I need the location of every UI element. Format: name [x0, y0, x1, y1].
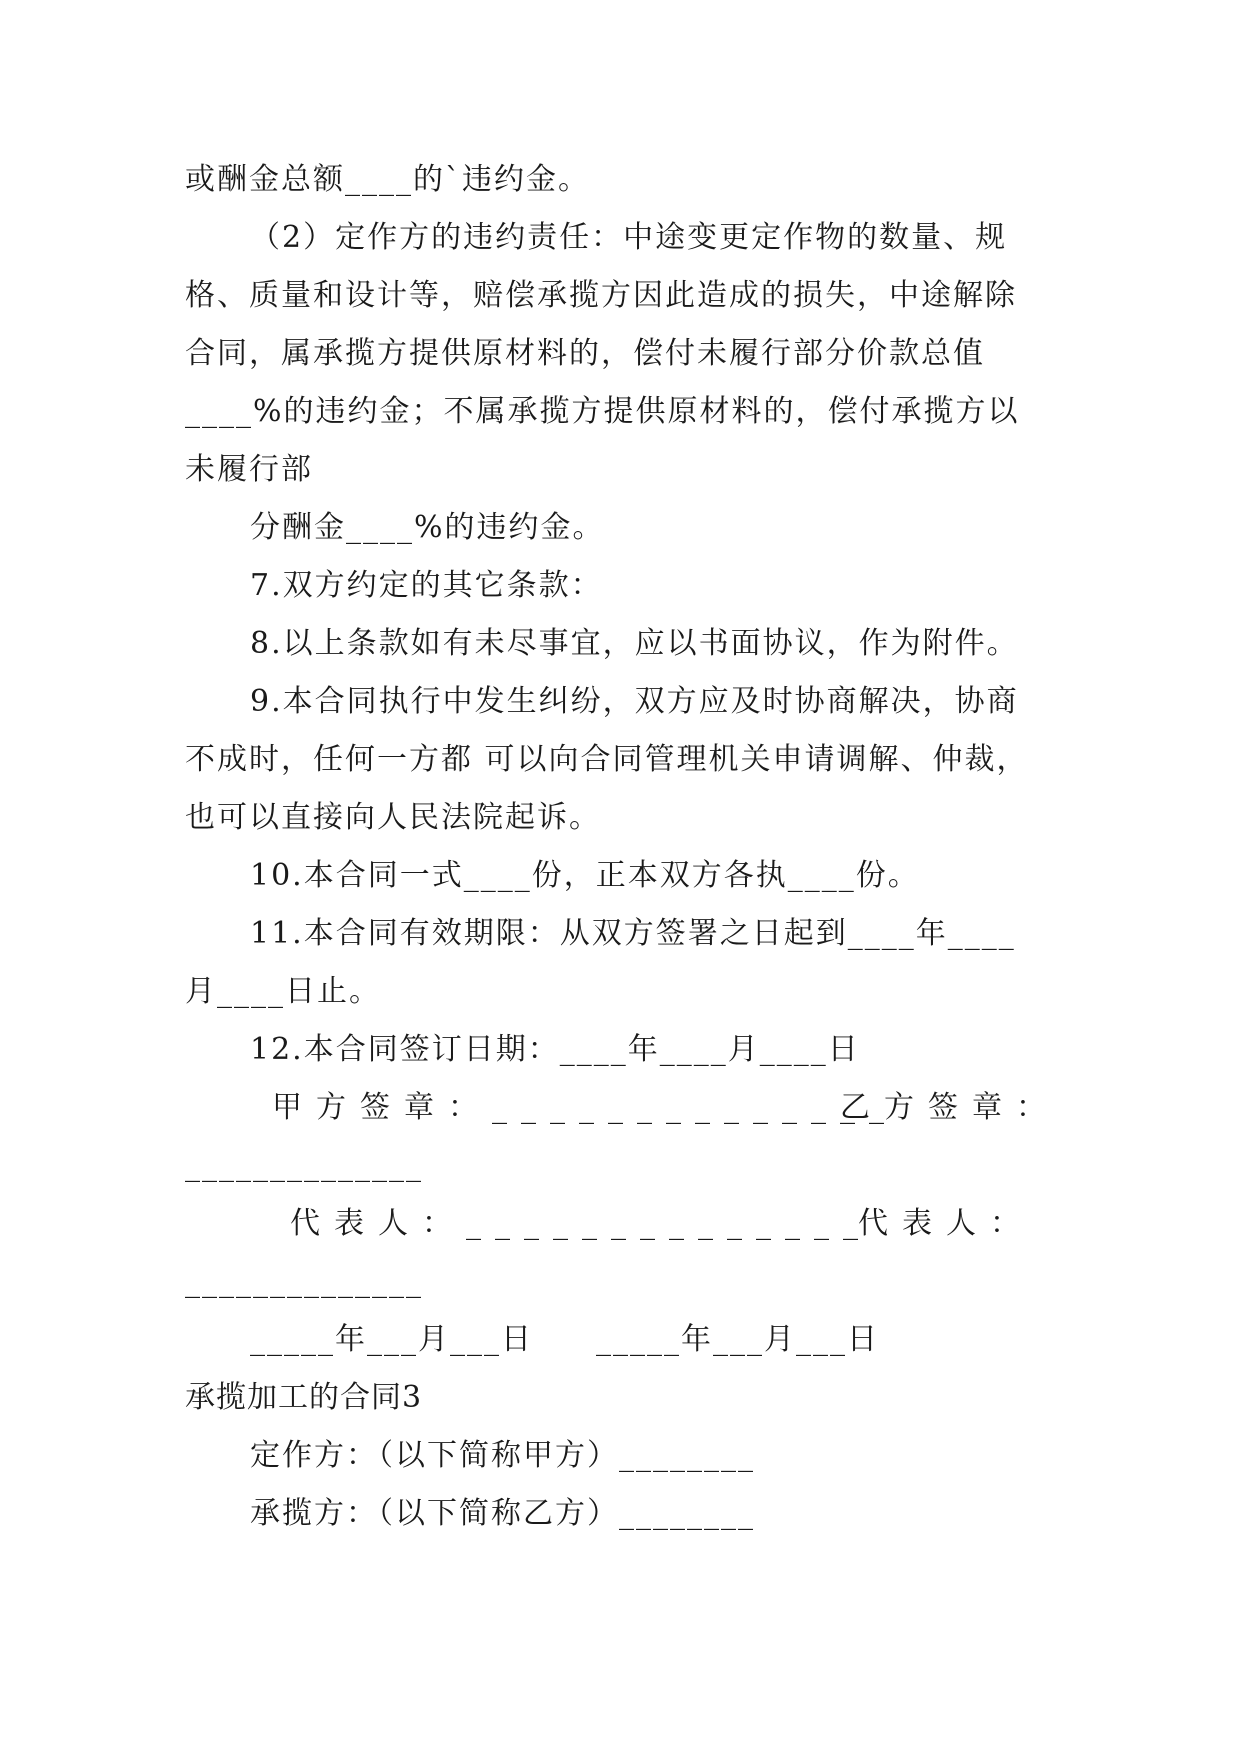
text-line: 未履行部	[185, 452, 313, 487]
text-line: 也可以直接向人民法院起诉。	[185, 800, 601, 835]
text-line: 7.双方约定的其它条款：	[250, 568, 603, 603]
text-line: 12.本合同签订日期：____年____月____日	[250, 1032, 860, 1067]
representative-b-line: ______________	[185, 1264, 423, 1299]
text-line: 格、质量和设计等，赔偿承揽方因此造成的损失，中途解除	[185, 278, 1017, 313]
representative-a: 代表人：______________	[290, 1206, 872, 1241]
contractor-line: 承揽方：（以下简称乙方）________	[250, 1496, 755, 1531]
text-line: （2）定作方的违约责任：中途变更定作物的数量、规	[250, 220, 1008, 255]
text-line: ____%的违约金；不属承揽方提供原材料的，偿付承揽方以	[185, 394, 1020, 429]
text-line: 合同，属承揽方提供原材料的，偿付未履行部分价款总值	[185, 336, 985, 371]
text-line: 10.本合同一式____份，正本双方各执____份。	[250, 858, 920, 893]
orderer-line: 定作方：（以下简称甲方）________	[250, 1438, 755, 1473]
signing-date-b: _____年___月___日	[596, 1322, 879, 1357]
party-a-seal: 甲方签章：______________	[272, 1090, 898, 1125]
text-line: 月____日止。	[185, 974, 381, 1009]
party-b-seal-line: ______________	[185, 1148, 423, 1183]
text-line: 9.本合同执行中发生纠纷，双方应及时协商解决，协商	[250, 684, 1019, 719]
party-b-seal: 乙方签章：	[840, 1090, 1060, 1125]
text-line: 或酬金总额____的`违约金。	[185, 162, 590, 197]
section-title: 承揽加工的合同3	[185, 1380, 423, 1415]
representative-b: 代表人：	[858, 1206, 1034, 1241]
text-line: 11.本合同有效期限：从双方签署之日起到____年____	[250, 916, 1016, 951]
text-line: 分酬金____%的违约金。	[250, 510, 605, 545]
text-line: 8.以上条款如有未尽事宜，应以书面协议，作为附件。	[250, 626, 1019, 661]
text-line: 不成时，任何一方都 可以向合同管理机关申请调解、仲裁，	[185, 742, 1029, 777]
signing-date-a: _____年___月___日	[250, 1322, 533, 1357]
